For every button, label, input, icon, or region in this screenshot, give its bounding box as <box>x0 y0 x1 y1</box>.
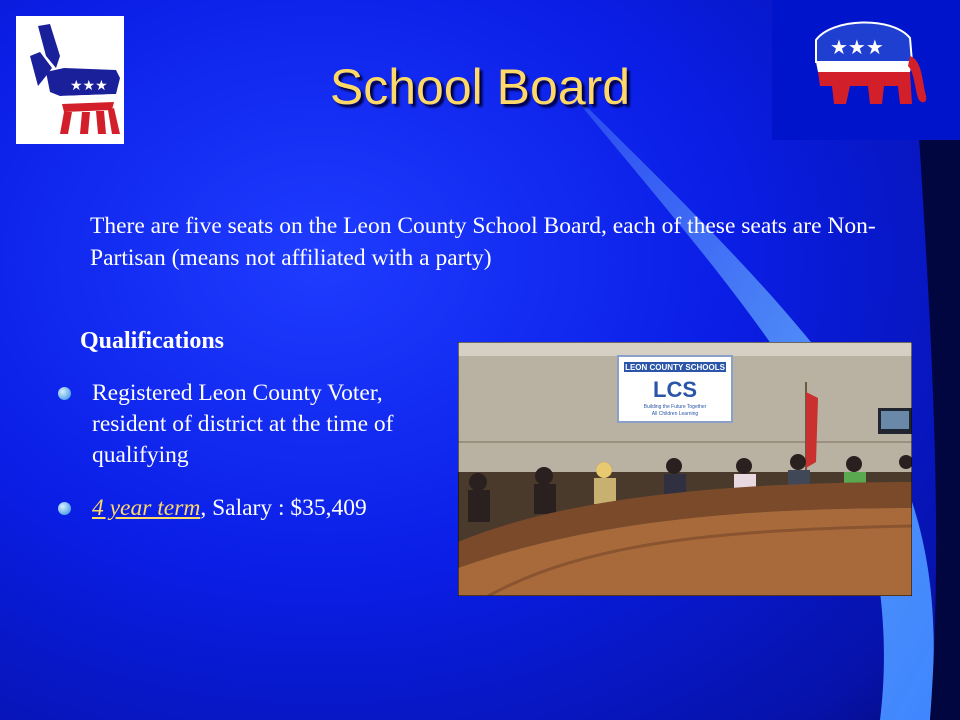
term-link[interactable]: 4 year term <box>92 495 201 521</box>
sign-line1: LEON COUNTY SCHOOLS <box>625 363 725 372</box>
qualifications-list <box>58 378 438 546</box>
bullet-icon <box>58 502 71 515</box>
school-board-photo <box>458 342 912 596</box>
salary-text: , Salary : $35,409 <box>200 495 367 521</box>
meeting-illustration <box>458 342 912 596</box>
sign-line2: LCS <box>653 377 697 402</box>
slide-title: School Board <box>329 59 631 115</box>
qualifications-heading: Qualifications <box>80 328 225 354</box>
sign-line3: Building the Future Together <box>643 404 707 410</box>
svg-text:★★★: ★★★ <box>70 78 108 94</box>
list-item <box>58 493 438 524</box>
svg-text:★★★: ★★★ <box>830 35 884 59</box>
sign-line4: All Children Learning <box>651 411 699 417</box>
list-item <box>58 378 438 471</box>
intro-text: There are five seats on the Leon County School Board, each of these seats are Non-Partisan (means not affiliated with a party) <box>90 213 876 271</box>
bullet-text: Registered Leon County Voter, resident of district at the time of qualifying <box>92 380 394 468</box>
bullet-icon <box>58 387 71 400</box>
